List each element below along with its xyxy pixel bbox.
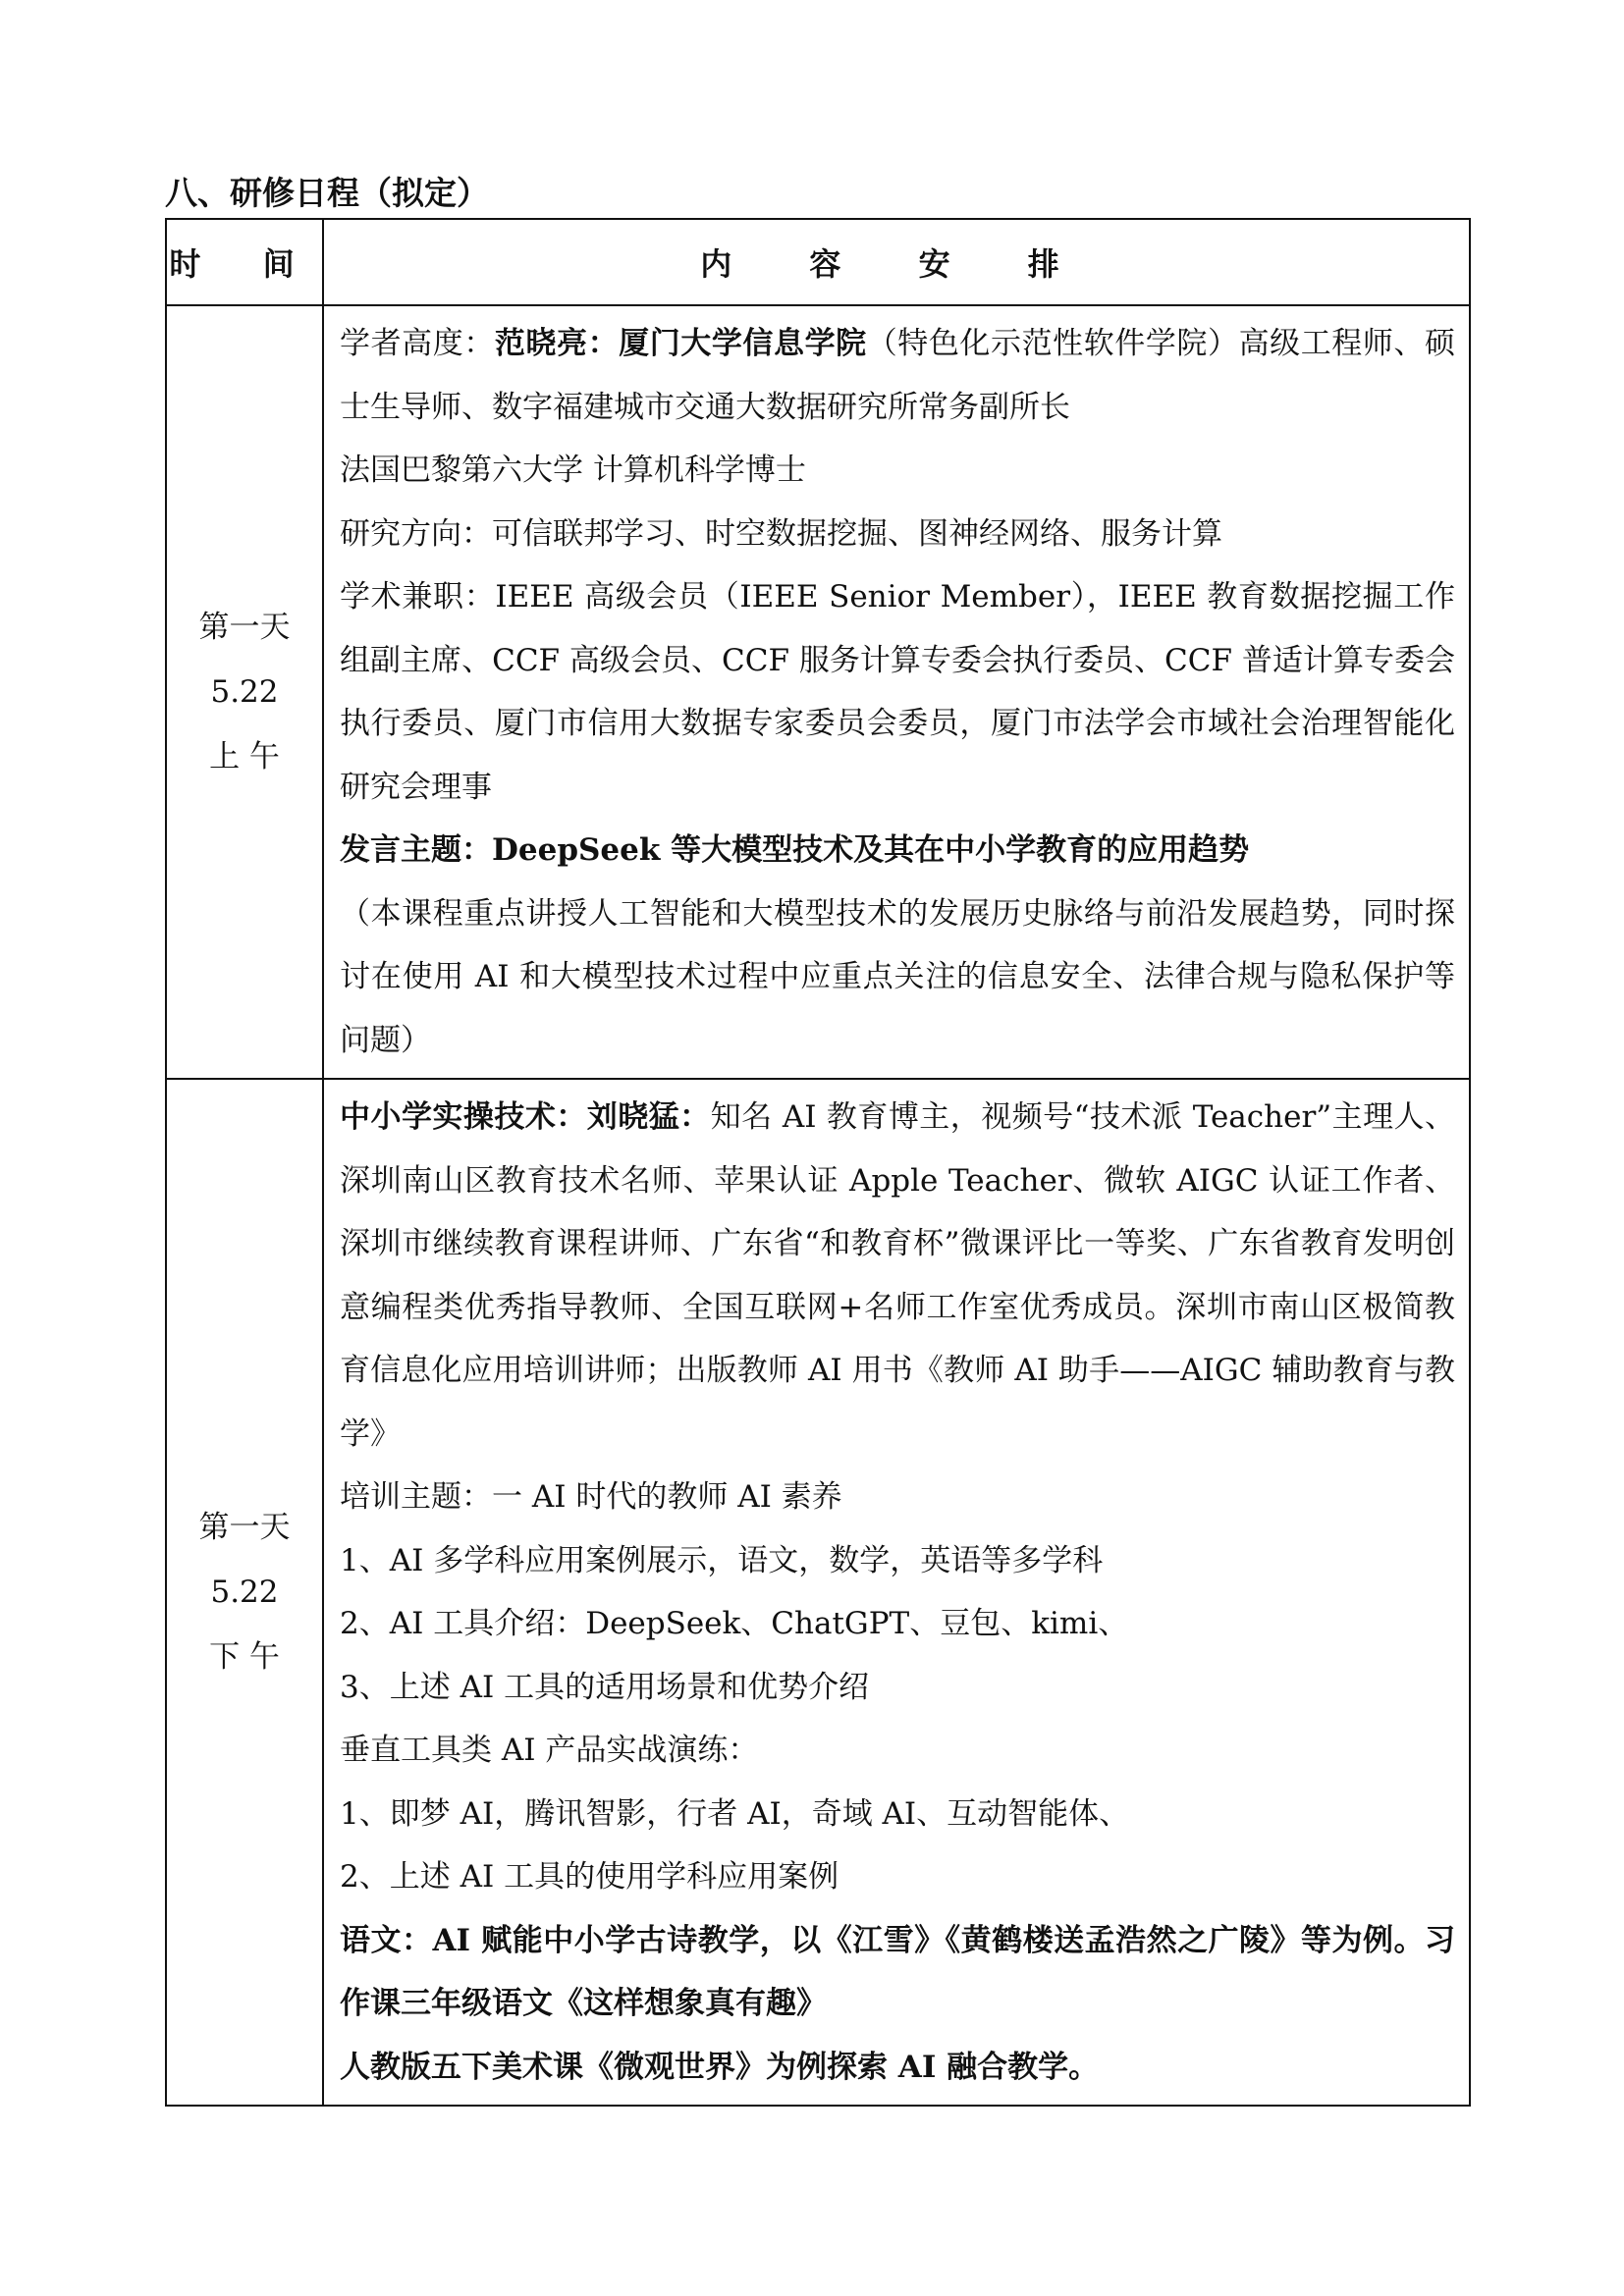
speaker-label: 中小学实操技术：刘晓猛： xyxy=(340,1099,711,1135)
table-header-row xyxy=(166,219,1470,305)
time-day: 第一天 xyxy=(198,1510,291,1545)
speaker-paragraph xyxy=(340,1086,1455,1466)
section-heading: 八、研修日程（拟定） xyxy=(165,174,489,212)
time-date: 5.22 xyxy=(210,674,279,710)
table-row xyxy=(166,1079,1470,2106)
time-day: 第一天 xyxy=(198,610,291,645)
scholar-label: 学者高度： xyxy=(340,326,495,361)
header-time: 时 间 xyxy=(166,219,323,305)
time-date: 5.22 xyxy=(210,1575,279,1610)
content-cell xyxy=(323,305,1470,1079)
research-text: 研究方向：可信联邦学习、时空数据挖掘、图神经网络、服务计算 xyxy=(340,515,1222,552)
practice-title: 垂直工具类 AI 产品实战演练： xyxy=(340,1733,759,1768)
header-content: 内 容 安 排 xyxy=(323,219,1470,305)
list-item: 1、即梦 AI，腾讯智影，行者 AI，奇域 AI、互动智能体、 xyxy=(340,1795,1130,1832)
summary-text: （本课程重点讲授人工智能和大模型技术的发展历史脉络与前沿发展趋势，同时探讨在使用 AI 和大模型技术过程中应重点关注的信息安全、法律合规与隐私保护等问题） xyxy=(340,895,1455,1058)
positions-text: 学术兼职：IEEE 高级会员（IEEE Senior Member），IEEE 教育数据挖掘工作组副主席、CCF 高级会员、CCF 服务计算专委会执行委员、CCF 普适计算专委会执行委员、厦门市信用大数据专家委员会委员，厦门市法学会市域社会治理智能化研究会理事 xyxy=(340,579,1455,805)
time-period: 下 午 xyxy=(209,1639,280,1675)
list-item: 1、AI 多学科应用案例展示，语文，数学，英语等多学科 xyxy=(340,1542,1104,1578)
speaker-desc: 知名 AI 教育博主，视频号“技术派 Teacher”主理人、深圳南山区教育技术名师、苹果认证 Apple Teacher、微软 AIGC 认证工作者、深圳市继续教育课程讲师、广东省“和教育杯”微课评比一等奖、广东省教育发明创意编程类优秀指导教师、全国互联网+名师工作室优秀成员。深圳市南山区极简教育信息化应用培训讲师；出版教师 AI 用书《教师 AI 助手——AIGC 辅助教育与教学》 xyxy=(340,1099,1456,1452)
content-cell xyxy=(323,1079,1470,2106)
topic-text: 发言主题：DeepSeek 等大模型技术及其在中小学教育的应用趋势 xyxy=(340,832,1250,868)
time-period: 上 午 xyxy=(209,739,280,774)
scholar-paragraph xyxy=(340,312,1455,439)
training-topic: 培训主题：一 AI 时代的教师 AI 素养 xyxy=(340,1479,842,1515)
scholar-name: 范晓亮：厦门大学信息学院 xyxy=(494,326,867,361)
scholar-desc: （特色化示范性软件学院）高级工程师、硕士生导师、数字福建城市交通大数据研究所常务副所长 xyxy=(340,326,1456,425)
time-cell xyxy=(166,305,323,1079)
art-case: 人教版五下美术课《微观世界》为例探索 AI 融合教学。 xyxy=(340,2049,1100,2085)
chinese-case: 语文：AI 赋能中小学古诗教学，以《江雪》《黄鹤楼送孟浩然之广陵》等为例。习作课三年级语文《这样想象真有趣》 xyxy=(340,1922,1455,2021)
table-row xyxy=(166,305,1470,1079)
time-cell xyxy=(166,1079,323,2106)
degree-text: 法国巴黎第六大学 计算机科学博士 xyxy=(340,453,806,488)
list-item: 3、上述 AI 工具的适用场景和优势介绍 xyxy=(340,1669,870,1705)
list-item: 2、AI 工具介绍：DeepSeek、ChatGPT、豆包、kimi、 xyxy=(340,1606,1129,1641)
schedule-table xyxy=(165,218,1471,2107)
list-item: 2、上述 AI 工具的使用学科应用案例 xyxy=(340,1859,839,1895)
